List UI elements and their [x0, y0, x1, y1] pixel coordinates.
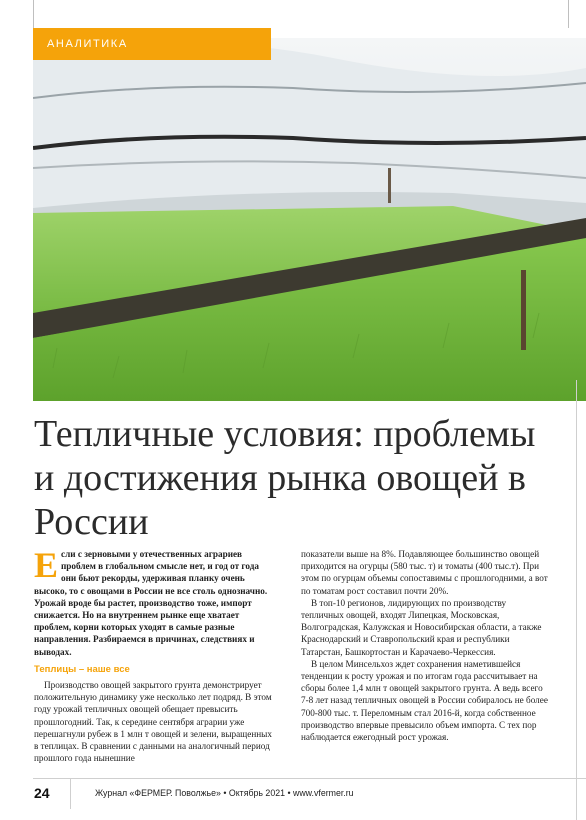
column-right — [301, 548, 551, 743]
greenhouse-photo — [33, 38, 586, 401]
body-paragraph: показатели выше на 8%. Подавляющее большинство овощей приходится на огурцы (580 тыс. т) и томаты (400 тыс.т). При этом по огурцам объемы сопоставимы с прошлогодними, а вот по томатам рост составил почти 20%. — [301, 549, 548, 596]
body-paragraph: Производство овощей закрытого грунта демонстрирует положительную динамику уже несколько лет подряд. В этом году урожай тепличных овощей обещает превысить прошлогодний. Так, к середине сентября аграрии уже перешагнули рубеж в 1 млн т овощей и зелени, выращенных в теплицах. В сравнении с данными на аналогичный период прошлого года нынешние — [34, 680, 272, 764]
page-number: 24 — [34, 785, 50, 801]
drop-cap: Е — [34, 545, 59, 585]
subheading: Теплицы – наше все — [34, 663, 130, 675]
body-paragraph: В топ-10 регионов, лидирующих по производству тепличных овощей, входят Липецкая, Московская, Волгоградская, Калужская и Новосибирская области, а также Краснодарский и Ставропольский края и республики Татарстан, Башкортостан и Карачаево-Черкессия. — [301, 597, 542, 657]
section-label: АНАЛИТИКА — [33, 28, 271, 60]
footer-credits: Журнал «ФЕРМЕР. Поволжье» • Октябрь 2021 • www.vfermer.ru — [95, 788, 354, 798]
body-paragraph: В целом Минсельхоз ждет сохранения наметившейся тенденции к росту урожая и по итогам года рассчитывает на сборы более 1,4 млн т овощей закрытого грунта. А ведь всего 7-8 лет назад тепличных овощей в России собиралось не более 700-800 тыс. т. Переломным стал 2016-й, когда собственное производство впервые превысило объем импорта. С тех пор наблюдается ежегодный рост урожая. — [301, 658, 548, 743]
frame-rule-right — [568, 0, 569, 28]
frame-rule-left — [33, 0, 34, 28]
article-title: Тепличные условия: проблемы и достижения рынка овощей в России — [34, 413, 536, 543]
margin-rule — [576, 380, 577, 820]
column-left — [34, 545, 274, 764]
article-lead — [34, 545, 274, 658]
greenhouse-illustration — [33, 38, 586, 401]
lead-text: сли с зерновыми у отечественных аграриев проблем в глобальном смысле нет, и год от года они бьют рекорды, удерживая планку очень высоко, то с овощами в России не все столь однозначно. Урожай вроде бы растет, производство тоже, импорт снижается. Но на внутреннем рынке еще хватает проблем, корни которых уходят в самые разные направления. Разбираемся в причинах, следствиях и выводах. — [34, 549, 268, 657]
footer-separator — [70, 779, 71, 809]
footer-divider — [33, 778, 586, 779]
